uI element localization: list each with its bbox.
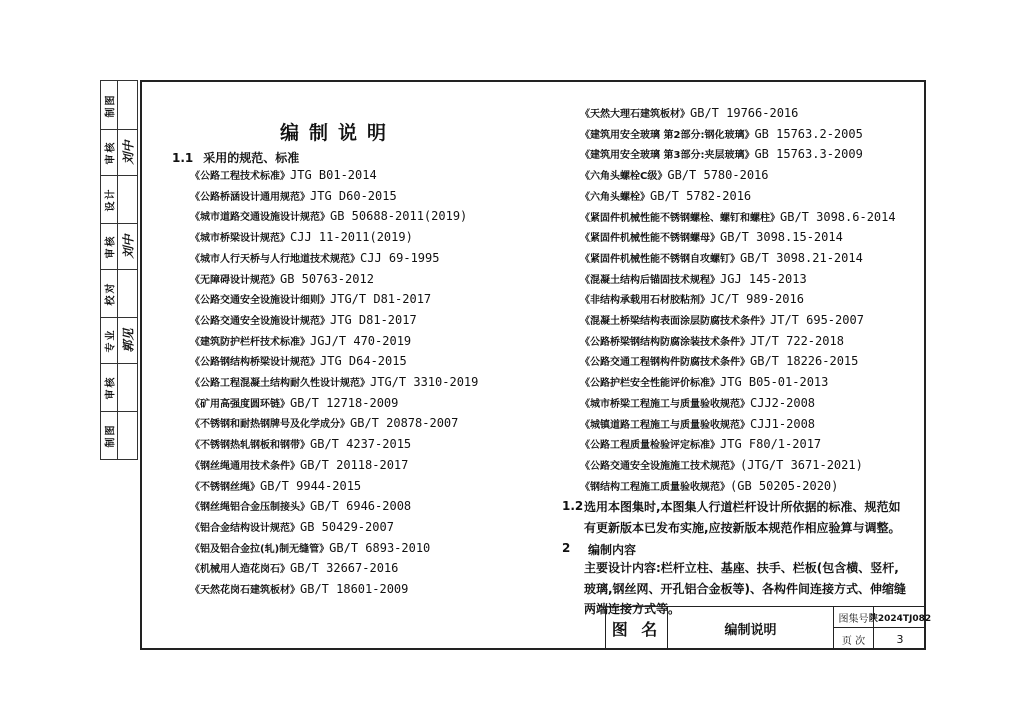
- sidebar-role-label: 专业: [105, 328, 117, 353]
- page-title: 编制说明: [280, 122, 397, 144]
- standard-code: GB 50429-2007: [300, 519, 394, 534]
- standard-item: [190, 353, 407, 368]
- standard-title: 《城市道路交通设施设计规范》: [190, 212, 330, 224]
- standard-item: [580, 416, 815, 431]
- title-block-label: 图 名: [606, 607, 668, 650]
- standard-title: 《天然大理石建筑板材》: [580, 109, 690, 120]
- standard-title: 《公路钢结构桥梁设计规范》: [190, 357, 320, 369]
- standard-item: [190, 395, 398, 410]
- standard-code: JT/T 695-2007: [770, 313, 864, 327]
- section-1-2-number: 1.2: [562, 499, 584, 513]
- standard-item: [580, 250, 863, 265]
- standard-title: 《紧固件机械性能不锈钢自攻螺钉》: [580, 253, 740, 265]
- standard-title: 《公路护栏安全性能评价标准》: [580, 378, 720, 390]
- sidebar-row: [101, 411, 137, 459]
- standard-code: GB/T 32667-2016: [290, 561, 399, 576]
- standard-title: 《不锈钢和耐热钢牌号及化学成分》: [190, 419, 350, 431]
- standard-code: GB/T 6893-2010: [329, 540, 431, 555]
- standard-code: GB/T 3098.6-2014: [780, 209, 896, 224]
- standard-title: 《非结构承载用石材胶粘剂》: [580, 295, 710, 307]
- sidebar-role-label: 校对: [105, 281, 117, 306]
- standard-title: 《紧固件机械性能不锈钢螺栓、螺钉和螺柱》: [580, 212, 780, 224]
- standard-code: JC/T 989-2016: [710, 292, 804, 307]
- standard-code: GB/T 4237-2015: [310, 437, 412, 452]
- standard-code: JTG B01-2014: [290, 168, 377, 182]
- standard-item: [190, 540, 430, 555]
- standard-item: [190, 188, 397, 203]
- standard-code: GB/T 18601-2009: [300, 582, 409, 596]
- section-1-2-text: 选用本图集时,本图集人行道栏杆设计所依据的标准、规范如有更新版本已发布实施,应按新版本规范作相应验算与调整。: [584, 500, 901, 535]
- standard-code: GB/T 3098.21-2014: [740, 250, 863, 265]
- standard-code: GB/T 12718-2009: [290, 395, 399, 410]
- standard-title: 《公路桥涵设计通用规范》: [190, 191, 310, 203]
- standard-code: GB/T 5782-2016: [650, 188, 752, 203]
- standard-item: [580, 478, 838, 493]
- standard-code: JTG B05-01-2013: [720, 375, 829, 390]
- standard-title: 《铝合金结构设计规范》: [190, 522, 300, 534]
- standard-code: CJJ 69-1995: [360, 250, 440, 265]
- standard-title: 《公路工程混凝土结构耐久性设计规范》: [190, 378, 370, 389]
- standard-title: 《公路交通安全设施施工技术规范》: [580, 460, 740, 472]
- atlas-number-value: 陕2024TJ082: [874, 607, 926, 628]
- standard-item: [580, 395, 815, 410]
- signature-sidebar: [100, 80, 138, 460]
- standard-code: CJJ2-2008: [750, 395, 816, 410]
- standard-code: GB 50688-2011(2019): [330, 209, 468, 224]
- section-2-text: 主要设计内容:栏杆立柱、基座、扶手、栏板(包含横、竖杆,玻璃,钢丝网、开孔铝合金板等)、各构件间连接方式、伸缩缝两端连接方式等。: [584, 561, 907, 617]
- standard-title: 《城镇道路工程施工与质量验收规范》: [580, 419, 750, 431]
- standard-item: [580, 188, 751, 203]
- standard-item: [190, 457, 408, 472]
- standard-title: 《建筑用安全玻璃 第2部分:钢化玻璃》: [580, 129, 755, 141]
- sidebar-role-label: 审核: [105, 234, 117, 259]
- standard-item: [190, 519, 394, 534]
- standard-item: [190, 167, 377, 182]
- standard-title: 《钢丝绳通用技术条件》: [190, 460, 300, 472]
- standard-title: 《建筑防护栏杆技术标准》: [190, 336, 310, 348]
- sidebar-row: [101, 175, 137, 223]
- standard-title: 《公路交通安全设施设计细则》: [190, 295, 330, 307]
- standard-title: 《不锈钢热轧钢板和钢带》: [190, 440, 310, 452]
- standard-title: 《公路桥梁钢结构防腐涂装技术条件》: [580, 336, 750, 348]
- standard-item: [580, 353, 858, 368]
- standard-code: GB 15763.3-2009: [754, 147, 863, 162]
- standard-item: [190, 415, 458, 430]
- standard-code: GB/T 5780-2016: [667, 168, 769, 183]
- standard-title: 《天然花岗石建筑板材》: [190, 585, 300, 596]
- standard-code: GB/T 6946-2008: [310, 499, 412, 514]
- standard-title: 《公路工程质量检验评定标准》: [580, 440, 720, 452]
- standard-code: JTG/T 3310-2019: [370, 375, 479, 389]
- standard-item: [580, 146, 863, 161]
- sidebar-row: [101, 363, 137, 411]
- standard-item: [580, 457, 863, 472]
- standard-code: JGJ 145-2013: [720, 271, 807, 286]
- standard-code: CJJ1-2008: [750, 416, 816, 431]
- standard-title: 《钢丝绳铝合金压制接头》: [190, 502, 310, 514]
- sidebar-row: [101, 317, 137, 363]
- standard-title: 《城市桥梁工程施工与质量验收规范》: [580, 398, 750, 410]
- standard-code: JTG D81-2017: [330, 312, 417, 327]
- section-1-1-heading: 1.1 采用的规范、标准: [172, 151, 300, 165]
- standard-item: [190, 333, 411, 348]
- standard-code: JT/T 722-2018: [750, 333, 844, 348]
- standard-item: [580, 229, 843, 244]
- sidebar-row: [101, 223, 137, 269]
- standard-title: 《无障碍设计规范》: [190, 274, 280, 286]
- standard-title: 《六角头螺栓》: [580, 191, 650, 203]
- standard-item: [580, 271, 807, 286]
- standard-title: 《城市人行天桥与人行地道技术规范》: [190, 253, 360, 265]
- standard-title: 《建筑用安全玻璃 第3部分:夹层玻璃》: [580, 150, 755, 162]
- page-number-label: 页 次: [834, 628, 874, 650]
- standard-item: [580, 291, 804, 306]
- standard-title: 《城市桥梁设计规范》: [190, 233, 290, 245]
- standard-title: 《公路交通安全设施设计规范》: [190, 315, 330, 327]
- sidebar-role-label: 审核: [105, 375, 117, 400]
- standard-title: 《机械用人造花岗石》: [190, 564, 290, 576]
- standard-item: [190, 436, 411, 451]
- standard-code: GB 15763.2-2005: [754, 126, 863, 141]
- standard-title: 《混凝土桥梁结构表面涂层防腐技术条件》: [580, 316, 770, 327]
- standard-item: [580, 312, 864, 327]
- standard-code: JTG D64-2015: [320, 354, 407, 369]
- standard-item: [190, 291, 431, 306]
- sidebar-role-label: 设计: [105, 187, 117, 212]
- standard-item: [580, 209, 896, 224]
- sidebar-role-label: 制图: [105, 93, 117, 117]
- standard-code: GB/T 3098.15-2014: [720, 230, 843, 245]
- standard-item: [190, 581, 408, 596]
- standard-title: 《公路交通工程钢构件防腐技术条件》: [580, 357, 750, 369]
- standard-code: GB/T 19766-2016: [690, 106, 799, 120]
- standard-item: [190, 560, 398, 575]
- sidebar-row: [101, 81, 137, 129]
- sidebar-row: [101, 129, 137, 175]
- standard-code: GB/T 18226-2015: [750, 354, 859, 369]
- standard-item: [190, 312, 417, 327]
- standard-code: GB/T 20118-2017: [300, 457, 409, 472]
- standard-item: [190, 229, 413, 244]
- standard-code: JTG F80/1-2017: [720, 437, 822, 452]
- standard-item: [190, 478, 361, 493]
- standard-title: 《不锈钢丝绳》: [190, 481, 260, 493]
- atlas-number-label: 图集号: [834, 607, 874, 628]
- standard-item: [190, 498, 411, 513]
- title-block-drawing-name: 编制说明: [668, 607, 834, 650]
- standard-item: [190, 208, 467, 223]
- standard-code: JTG D60-2015: [310, 188, 397, 203]
- standard-title: 《铝及铝合金拉(轧)制无缝管》: [190, 543, 330, 555]
- standard-item: [580, 126, 863, 141]
- title-block: [605, 606, 932, 650]
- standard-code: (GB 50205-2020): [730, 478, 839, 493]
- standard-code: GB 50763-2012: [280, 271, 374, 286]
- standard-code: JGJ/T 470-2019: [310, 333, 412, 348]
- standard-code: JTG/T D81-2017: [330, 292, 432, 307]
- standard-title: 《六角头螺栓C级》: [580, 171, 668, 183]
- standard-code: GB/T 9944-2015: [260, 478, 362, 493]
- standard-code: GB/T 20878-2007: [350, 416, 459, 431]
- page-number-value: 3: [896, 632, 904, 646]
- sidebar-row: [101, 269, 137, 317]
- standard-title: 《紧固件机械性能不锈钢螺母》: [580, 233, 720, 245]
- section-2-heading: 编制内容: [588, 543, 637, 557]
- standard-code: CJJ 11-2011(2019): [290, 230, 413, 245]
- standard-item: [580, 374, 828, 389]
- standard-item: [190, 271, 374, 286]
- standard-item: [580, 167, 769, 182]
- standard-item: [580, 105, 798, 120]
- standard-title: 《钢结构工程施工质量验收规范》: [580, 481, 730, 493]
- sidebar-role-label: 审核: [105, 140, 117, 165]
- standard-title: 《公路工程技术标准》: [190, 171, 290, 182]
- signature: 刘中: [121, 234, 136, 259]
- signature: 郭见: [121, 328, 136, 353]
- standard-item: [190, 374, 478, 389]
- signature: 刘中: [121, 140, 136, 165]
- standard-item: [190, 250, 439, 265]
- standard-title: 《矿用高强度圆环链》: [190, 398, 290, 410]
- standard-code: (JTG/T 3671-2021): [740, 457, 863, 472]
- standard-item: [580, 333, 844, 348]
- sidebar-role-label: 制图: [105, 423, 117, 448]
- standard-item: [580, 436, 821, 451]
- standard-title: 《混凝土结构后锚固技术规程》: [580, 274, 720, 286]
- section-2-number: 2: [562, 541, 571, 555]
